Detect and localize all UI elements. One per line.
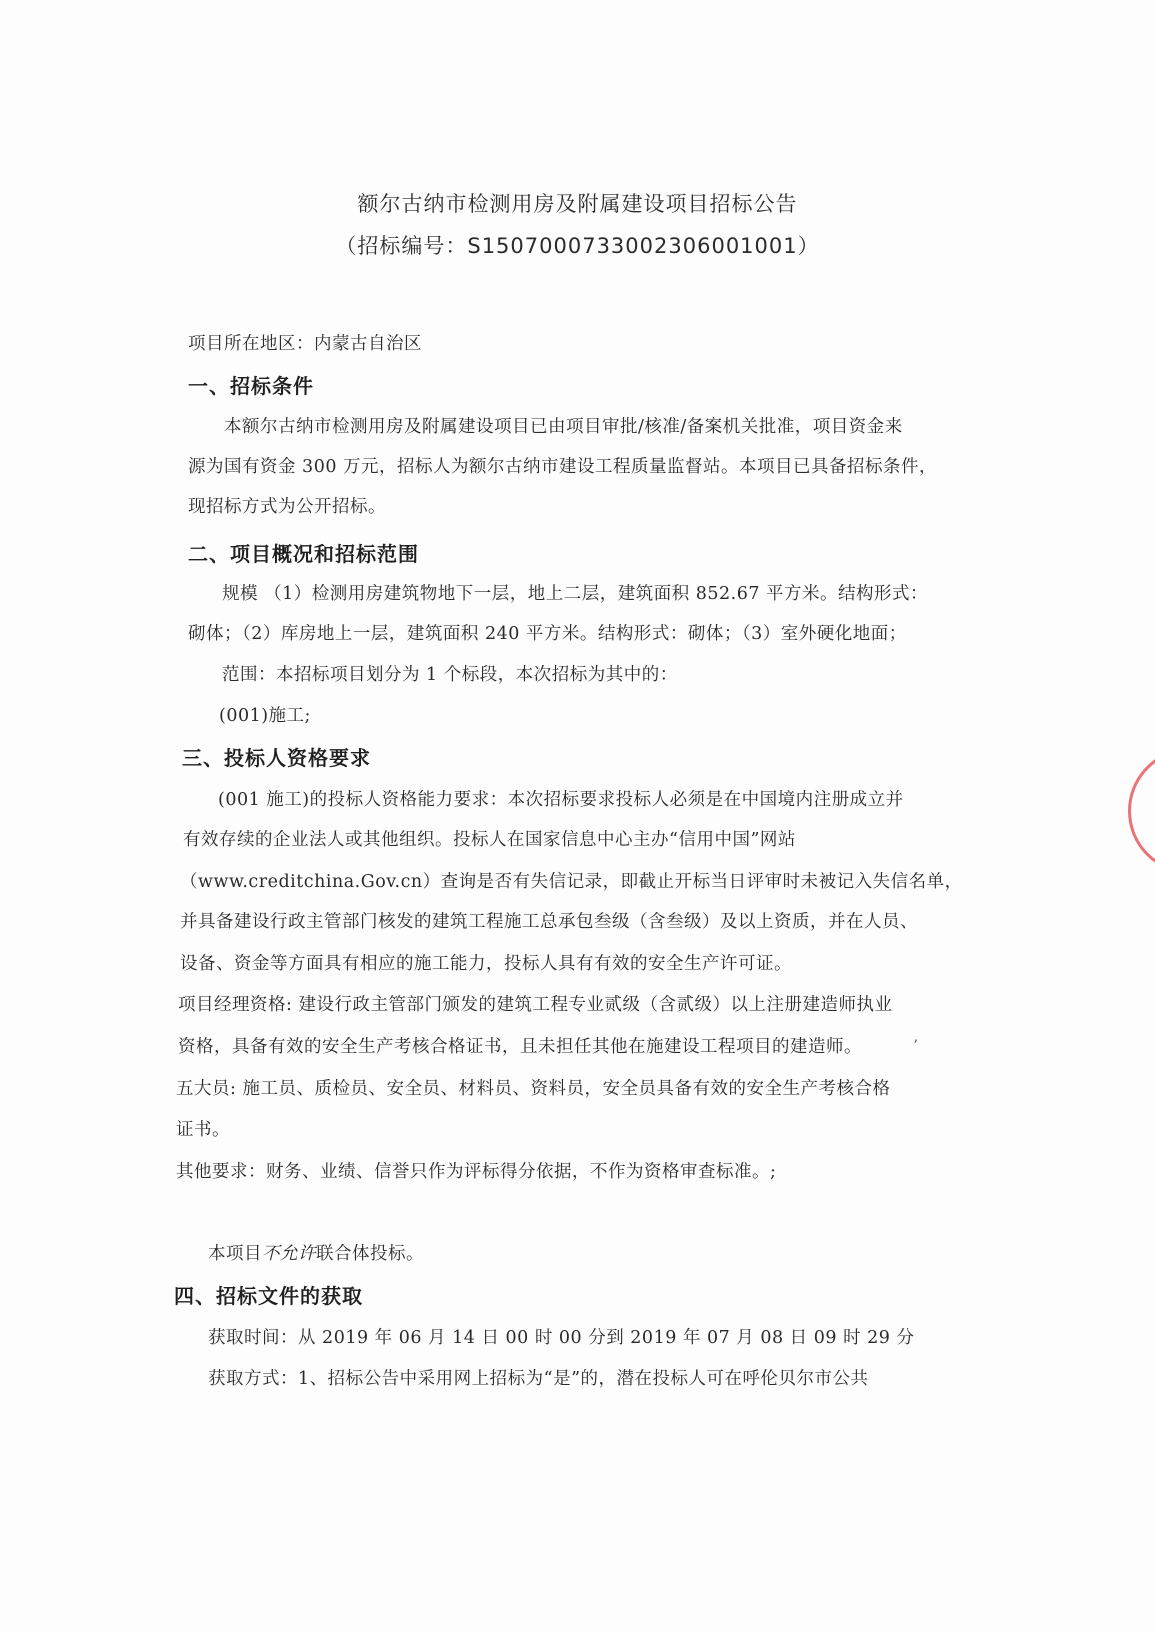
paragraph-line: 获取方式：1、招标公告中采用网上招标为“是”的，潜在投标人可在呼伦贝尔市公共 — [208, 1369, 869, 1389]
section-heading-document-acquisition: 四、招标文件的获取 — [174, 1284, 363, 1308]
consortium-prefix: 本项目 — [208, 1244, 262, 1264]
paragraph-line: 项目经理资格: 建设行政主管部门颁发的建筑工程专业贰级（含贰级）以上注册建造师执业 — [178, 995, 893, 1015]
paragraph-line: （www.creditchina.Gov.cn）查询是否有失信记录，即截止开标当日评审时未被记入失信名单， — [180, 872, 963, 892]
paragraph-line: 证书。 — [176, 1120, 230, 1140]
paragraph-line: 砌体；（2）库房地上一层，建筑面积 240 平方米。结构形式：砌体；（3）室外硬化地面； — [188, 624, 907, 644]
paragraph-line: 规模 （1）检测用房建筑物地下一层，地上二层，建筑面积 852.67 平方米。结构形式： — [222, 584, 929, 604]
consortium-suffix: 联合体投标。 — [316, 1244, 424, 1264]
paragraph-line: 五大员: 施工员、质检员、安全员、材料员、资料员，安全员具备有效的安全生产考核合格 — [176, 1079, 891, 1099]
paragraph-line: 现招标方式为公开招标。 — [188, 497, 386, 517]
section-heading-bidder-qualifications: 三、投标人资格要求 — [182, 746, 371, 770]
project-region: 项目所在地区：内蒙古自治区 — [188, 334, 422, 354]
seal-stamp-icon — [1128, 748, 1155, 874]
scan-mark: ʼ — [913, 1038, 918, 1054]
paragraph-line: 源为国有资金 300 万元，招标人为额尔古纳市建设工程质量监督站。本项目已具备招标条件， — [188, 457, 938, 477]
paragraph-line: 范围：本招标项目划分为 1 个标段，本次招标为其中的： — [222, 665, 678, 685]
paragraph-line: (001)施工; — [219, 706, 311, 726]
paragraph-line: 有效存续的企业法人或其他组织。投标人在国家信息中心主办“信用中国”网站 — [183, 830, 796, 850]
paragraph-line: 其他要求：财务、业绩、信誉只作为评标得分依据，不作为资格审查标准。; — [176, 1162, 777, 1182]
paragraph-line: 设备、资金等方面具有相应的施工能力，投标人具有有效的安全生产许可证。 — [180, 954, 792, 974]
tender-code: （招标编号：S1507000733002306001001） — [335, 234, 820, 258]
section-heading-project-scope: 二、项目概况和招标范围 — [188, 542, 419, 566]
document-title: 额尔古纳市检测用房及附属建设项目招标公告 — [357, 192, 798, 216]
consortium-statement — [208, 1240, 424, 1265]
paragraph-line: (001 施工)的投标人资格能力要求：本次招标要求投标人必须是在中国境内注册成立并 — [218, 790, 904, 810]
paragraph-line: 获取时间：从 2019 年 06 月 14 日 00 时 00 分到 2019 年 07 月 08 日 09 时 29 分 — [208, 1328, 915, 1348]
consortium-not-allowed: 不允许 — [262, 1244, 316, 1264]
paragraph-line: 本额尔古纳市检测用房及附属建设项目已由项目审批/核准/备案机关批准，项目资金来 — [224, 417, 903, 437]
paragraph-line: 资格，具备有效的安全生产考核合格证书，且未担任其他在施建设工程项目的建造师。 — [178, 1037, 862, 1057]
section-heading-tender-conditions: 一、招标条件 — [188, 374, 314, 398]
paragraph-line: 并具备建设行政主管部门核发的建筑工程施工总承包叁级（含叁级）及以上资质，并在人员、 — [180, 912, 918, 932]
